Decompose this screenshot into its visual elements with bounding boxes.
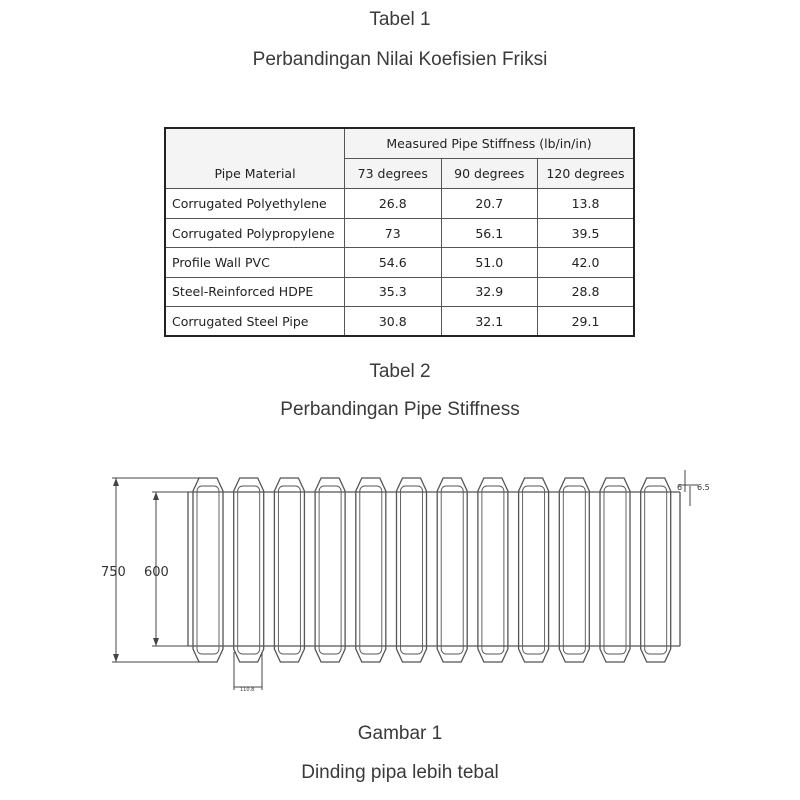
table1-number: Tabel 1	[369, 9, 431, 30]
row-value: 32.1	[441, 307, 538, 336]
column-header-90: 90 degrees	[441, 158, 538, 188]
row-value: 56.1	[441, 218, 538, 247]
corrugation-rib-inner	[238, 486, 260, 654]
corrugation-rib	[234, 478, 264, 662]
column-header-120: 120 degrees	[538, 158, 635, 188]
corrugation-rib-inner	[604, 486, 626, 654]
corrugation-rib	[356, 478, 386, 662]
corrugation-rib	[559, 478, 589, 662]
row-value: 54.6	[345, 248, 442, 277]
dim-pitch-label: 110.8	[240, 687, 255, 693]
figure1-number: Gambar 1	[357, 723, 443, 744]
corrugation-rib-inner	[197, 486, 219, 654]
corrugation-rib-inner	[563, 486, 585, 654]
table-row	[165, 189, 634, 218]
corrugation-rib	[193, 478, 223, 662]
row-value: 30.8	[345, 307, 442, 336]
table2-title: Perbandingan Pipe Stiffness	[280, 399, 520, 420]
row-value: 32.9	[441, 277, 538, 306]
row-value: 20.7	[441, 189, 538, 218]
table1-title: Perbandingan Nilai Koefisien Friksi	[252, 49, 548, 70]
table-row	[165, 248, 634, 277]
corrugation-rib	[274, 478, 304, 662]
row-value: 42.0	[538, 248, 635, 277]
row-value: 28.8	[538, 277, 635, 306]
row-value: 26.8	[345, 189, 442, 218]
corrugated-pipe-drawing	[0, 440, 800, 700]
column-header-73: 73 degrees	[345, 158, 442, 188]
pipe-stiffness-table	[164, 127, 635, 337]
table-row	[165, 307, 634, 336]
corrugations	[193, 478, 671, 662]
corrugation-rib-inner	[360, 486, 382, 654]
dim-wall-b-label: 6.5	[697, 483, 710, 492]
table-row	[165, 218, 634, 247]
stiffness-group-header: Measured Pipe Stiffness (lb/in/in)	[345, 128, 635, 158]
row-material: Corrugated Steel Pipe	[165, 307, 345, 336]
row-value: 13.8	[538, 189, 635, 218]
row-material: Steel-Reinforced HDPE	[165, 277, 345, 306]
table-row	[165, 277, 634, 306]
row-value: 73	[345, 218, 442, 247]
corrugation-rib-inner	[401, 486, 423, 654]
dim-wall-a-label: 6	[677, 483, 683, 492]
table2-number: Tabel 2	[369, 361, 431, 382]
row-value: 39.5	[538, 218, 635, 247]
row-value: 29.1	[538, 307, 635, 336]
pipe-body	[188, 478, 683, 662]
dimensions	[112, 470, 698, 690]
dim-outer-label: 750	[101, 565, 126, 580]
row-value: 51.0	[441, 248, 538, 277]
corrugation-rib-inner	[523, 486, 545, 654]
corrugation-rib-inner	[482, 486, 504, 654]
corrugation-rib	[519, 478, 549, 662]
corrugation-rib-inner	[319, 486, 341, 654]
row-value: 35.3	[345, 277, 442, 306]
material-column-header: Pipe Material	[165, 128, 345, 189]
corrugation-rib-inner	[441, 486, 463, 654]
corrugation-rib	[315, 478, 345, 662]
corrugation-rib	[478, 478, 508, 662]
row-material: Corrugated Polyethylene	[165, 189, 345, 218]
corrugation-rib	[641, 478, 671, 662]
row-material: Profile Wall PVC	[165, 248, 345, 277]
corrugation-rib	[437, 478, 467, 662]
corrugation-rib	[397, 478, 427, 662]
row-material: Corrugated Polypropylene	[165, 218, 345, 247]
dim-inner-label: 600	[144, 565, 169, 580]
corrugation-rib	[600, 478, 630, 662]
corrugation-rib-inner	[278, 486, 300, 654]
corrugation-rib-inner	[645, 486, 667, 654]
figure1-title: Dinding pipa lebih tebal	[301, 762, 499, 783]
